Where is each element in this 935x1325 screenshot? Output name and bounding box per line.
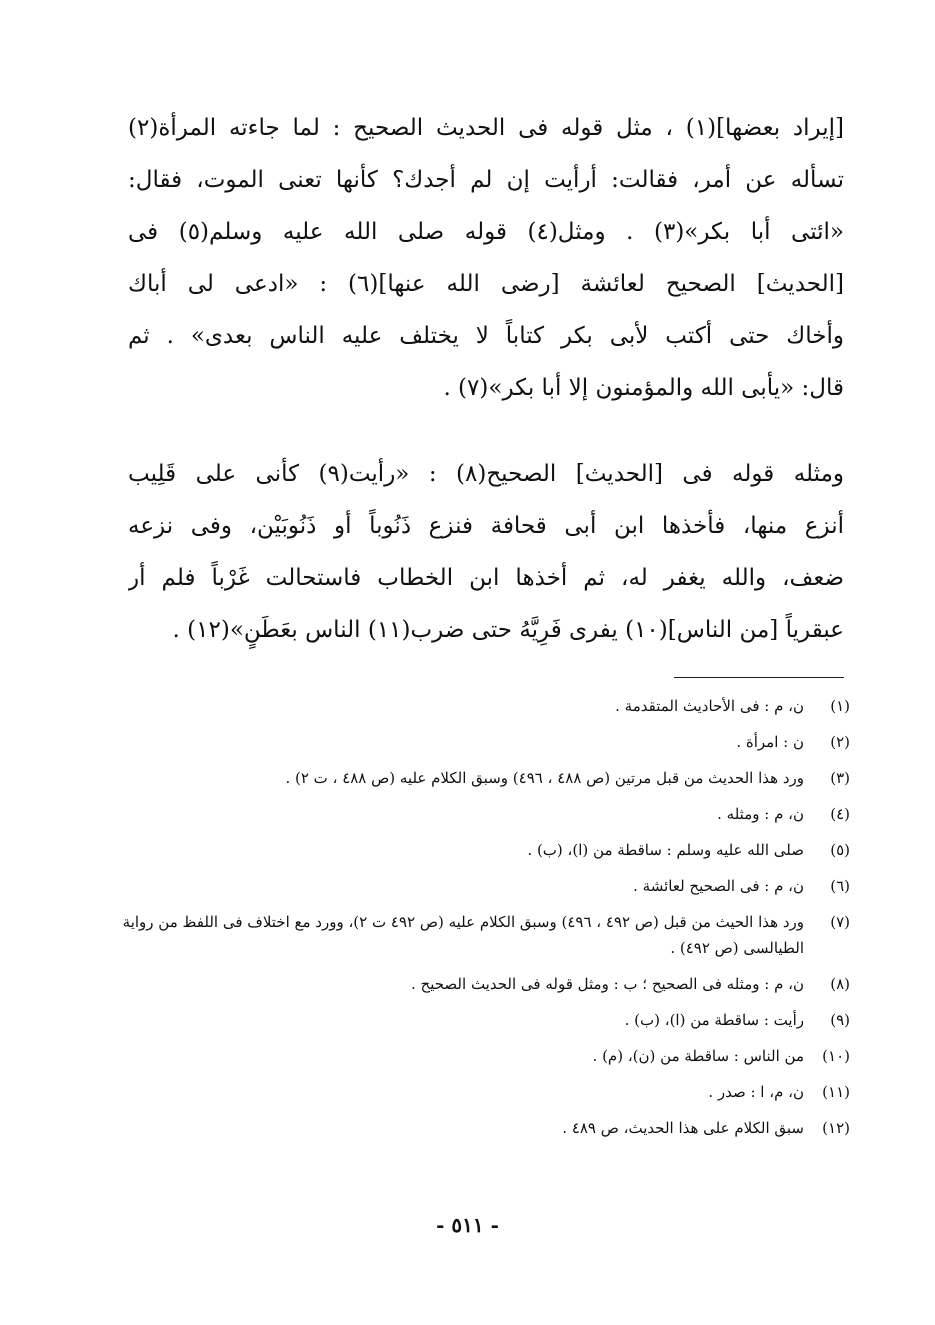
- footnote-number: (١٢): [822, 1119, 850, 1137]
- footnote-text: صلى الله عليه وسلم : ساقطة من (ا)، (ب) .: [527, 841, 804, 859]
- main-text: [128, 102, 844, 656]
- footnote: [120, 837, 850, 863]
- footnote-number: (٧): [830, 913, 850, 931]
- paragraph-1: [128, 102, 844, 414]
- footnote-text: ن، م : فى الصحيح لعائشة .: [633, 877, 804, 895]
- footnote: [120, 873, 850, 899]
- footnote-number: (٥): [830, 841, 850, 859]
- footnote-text: ورد هذا الحديث من قبل مرتين (ص ٤٨٨ ، ٤٩٦) وسبق الكلام عليه (ص ٤٨٨ ، ت ٢) .: [285, 769, 804, 787]
- footnote-number: (٣): [830, 769, 850, 787]
- text-line: ومثله قوله فى [الحديث] الصحيح(٨) : «رأيت(٩) كأنى على قَلِيب: [128, 461, 844, 487]
- footnote-divider: [674, 677, 844, 678]
- footnote-text: من الناس : ساقطة من (ن)، (م) .: [592, 1047, 804, 1065]
- footnote-text: ن، م : ومثله فى الصحيح ؛ ب : ومثل قوله فى الحديث الصحيح .: [411, 975, 804, 993]
- footnote-text: ن، م : ومثله .: [717, 805, 804, 823]
- footnote: [120, 909, 850, 961]
- footnote: [120, 1007, 850, 1033]
- footnotes: [120, 693, 850, 1151]
- text-line: ضعف، والله يغفر له، ثم أخذها ابن الخطاب فاستحالت غَرْباً فلم أر: [128, 565, 844, 591]
- text-line: تسأله عن أمر، فقالت: أرأيت إن لم أجدك؟ كأنها تعنى الموت، فقال:: [128, 167, 844, 193]
- footnote: [120, 1115, 850, 1141]
- paragraph-2: [128, 448, 844, 656]
- footnote-text: ن، م، ا : صدر .: [708, 1083, 804, 1101]
- footnote-text: ورد هذا الحيث من قبل (ص ٤٩٢ ، ٤٩٦) وسبق الكلام عليه (ص ٤٩٢ ت ٢)، وورد مع اختلاف فى اللفظ من رواية الطيالسى (ص ٤٩٢) .: [122, 913, 804, 957]
- page-number: - ٥١١ -: [436, 1213, 499, 1237]
- footnote-number: (٤): [830, 805, 850, 823]
- footnote-text: ن، م : فى الأحاديث المتقدمة .: [615, 697, 804, 715]
- footnote: [120, 1079, 850, 1105]
- footnote: [120, 765, 850, 791]
- footnote: [120, 801, 850, 827]
- footnote-number: (٢): [830, 733, 850, 751]
- footnote: [120, 971, 850, 997]
- text-line: [الحديث] الصحيح لعائشة [رضى الله عنها](٦) : «ادعى لى أباك: [128, 271, 844, 297]
- footnote: [120, 693, 850, 719]
- footnote: [120, 1043, 850, 1069]
- paragraph-gap: [128, 414, 844, 448]
- text-line: وأخاك حتى أكتب لأبى بكر كتاباً لا يختلف عليه الناس بعدى» . ثم: [128, 323, 844, 349]
- text-line: [إيراد بعضها](١) ، مثل قوله فى الحديث الصحيح : لما جاءته المرأة(٢): [128, 115, 844, 141]
- text-line: أنزع منها، فأخذها ابن أبى قحافة فنزع ذَنُوباً أو ذَنُوبَيْن، وفى نزعه: [128, 513, 844, 539]
- footnote-text: رأيت : ساقطة من (ا)، (ب) .: [624, 1011, 804, 1029]
- text-line: قال: «يأبى الله والمؤمنون إلا أبا بكر»(٧) .: [443, 375, 844, 401]
- text-line: عبقرياً [من الناس](١٠) يفرى فَرِيَّهُ حتى ضرب(١١) الناس بعَطَنٍ»(١٢) .: [172, 617, 844, 643]
- footnote-number: (٦): [830, 877, 850, 895]
- footnote-number: (١): [830, 697, 850, 715]
- footnote-text: ن : امرأة .: [736, 733, 804, 751]
- footnote-number: (٩): [830, 1011, 850, 1029]
- footnote-number: (٨): [830, 975, 850, 993]
- footnote-text: سبق الكلام على هذا الحديث، ص ٤٨٩ .: [562, 1119, 804, 1137]
- footnote: [120, 729, 850, 755]
- footnote-number: (١١): [822, 1083, 850, 1101]
- text-line: «ائتى أبا بكر»(٣) . ومثل(٤) قوله صلى الله عليه وسلم(٥) فى: [128, 219, 844, 245]
- footnote-number: (١٠): [822, 1047, 850, 1065]
